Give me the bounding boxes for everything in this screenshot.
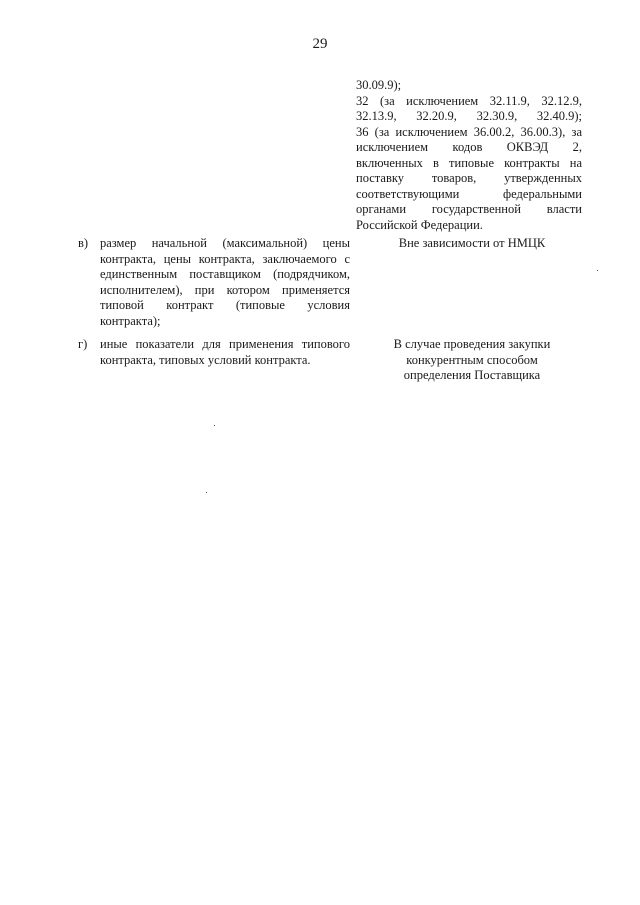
continuation-line: Российской Федерации. — [356, 217, 483, 232]
continuation-line: 36 (за исключением 36.00.2, 36.00.3), за — [356, 124, 582, 139]
item-line: типовой контракт (типовые условия — [100, 298, 350, 312]
item-line: контракта, типовых условий контракта. — [100, 352, 311, 367]
continuation-line: 30.09.9); — [356, 78, 402, 92]
item-label: в) — [78, 236, 89, 250]
continuation-line: 32.13.9, 32.20.9, 32.30.9, 32.40.9); — [356, 109, 582, 123]
continuation-line: исключением кодов ОКВЭД 2, — [356, 140, 582, 154]
value-line: определения Поставщика — [403, 368, 541, 382]
value-line: конкурентным способом — [406, 352, 538, 367]
item-line: размер начальной (максимальной) цены — [100, 236, 350, 250]
continuation-line: органами государственной власти — [356, 202, 582, 216]
item-value — [372, 337, 572, 384]
item-line: единственным поставщиком (подрядчиком, — [100, 267, 350, 281]
continuation-line: 32 (за исключением 32.11.9, 32.12.9, — [356, 93, 582, 108]
item-line: контракта); — [100, 313, 161, 328]
item-label: г) — [78, 337, 88, 351]
continuation-line: поставку товаров, утвержденных — [356, 171, 582, 185]
continuation-line: соответствующими федеральными — [356, 186, 582, 201]
scan-speck — [214, 425, 215, 426]
item-line: контракта, цены контракта, заключаемого с — [100, 251, 350, 266]
value-line: Вне зависимости от НМЦК — [398, 236, 546, 250]
continuation-line: включенных в типовые контракты на — [356, 155, 582, 170]
value-line: В случае проведения закупки — [393, 337, 551, 351]
page-number: 29 — [312, 36, 328, 52]
item-value — [372, 236, 572, 252]
scan-speck — [206, 492, 207, 493]
item-description — [100, 337, 350, 368]
scan-speck — [597, 270, 598, 271]
item-description — [100, 236, 350, 329]
item-line: исполнителем), при котором применяется — [100, 282, 350, 297]
item-line: иные показатели для применения типового — [100, 337, 350, 351]
okved-continuation — [356, 78, 582, 233]
